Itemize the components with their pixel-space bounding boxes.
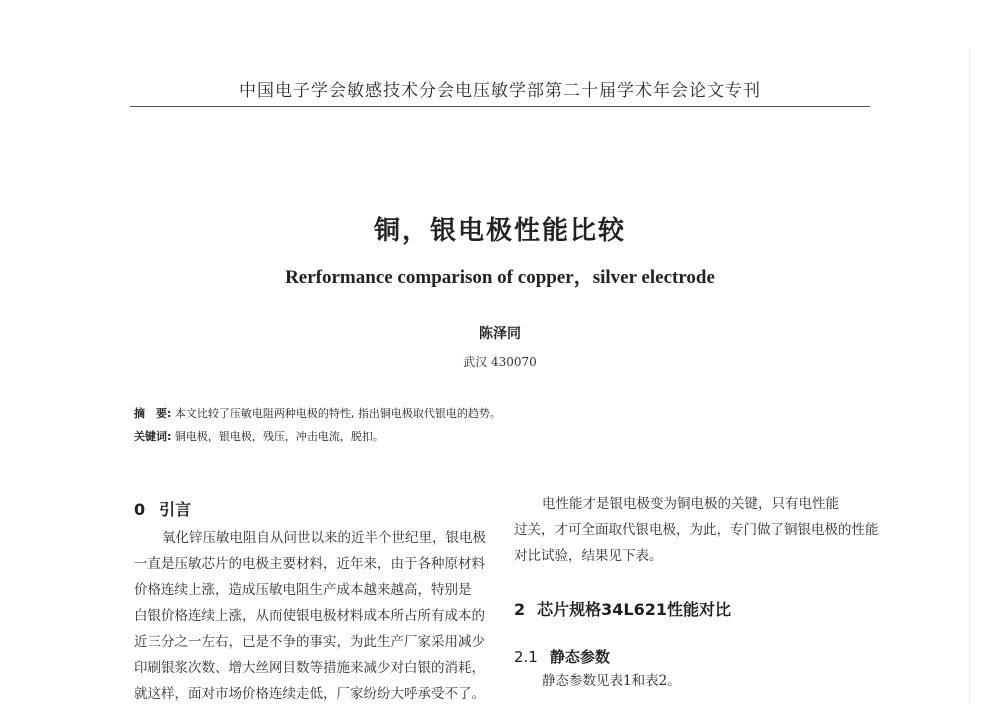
header-rule <box>130 106 870 107</box>
intro-line: 价格连续上涨，造成压敏电阻生产成本越来越高，特别是 <box>134 582 472 598</box>
section-0-title: 引言 <box>159 500 192 519</box>
abstract <box>134 405 501 421</box>
section-2-title: 芯片规格34L621性能对比 <box>537 600 732 619</box>
subsection-text: 静态参数见表1和表2。 <box>542 673 681 689</box>
paper-title-en: Rerformance comparison of copper，silver electrode <box>285 267 715 288</box>
right-line: 过关，才可全面取代银电极，为此，专门做了铜银电极的性能 <box>514 522 879 538</box>
abstract-label: 摘 要: <box>134 407 172 420</box>
subsection-2-1-heading <box>514 646 610 667</box>
author-affiliation: 武汉 430070 <box>463 355 537 369</box>
section-2-heading <box>514 597 731 620</box>
keywords-label: 关键词: <box>134 430 172 443</box>
section-0-number: 0 <box>134 500 146 519</box>
section-0-heading <box>134 497 191 520</box>
right-line: 电性能才是银电极变为铜电极的关键，只有电性能 <box>542 496 839 512</box>
abstract-text: 本文比较了压敏电阻两种电极的特性, 指出铜电极取代银电的趋势。 <box>171 407 501 420</box>
page-edge-line <box>969 48 970 703</box>
intro-line: 氧化锌压敏电阻自从问世以来的近半个世纪里，银电极 <box>162 530 486 546</box>
keywords <box>134 428 384 444</box>
intro-line: 印刷银浆次数、增大丝网目数等措施来减少对白银的消耗， <box>134 660 485 676</box>
intro-line: 就这样，面对市场价格连续走低，厂家纷纷大呼承受不了。 <box>134 686 485 702</box>
keywords-text: 铜电极，银电极，残压，冲击电流，脱扣。 <box>171 430 384 443</box>
right-paragraph <box>514 491 879 569</box>
paper-title-cn: 铜，银电极性能比较 <box>373 216 626 246</box>
right-line: 对比试验，结果见下表。 <box>514 548 663 564</box>
intro-paragraph <box>134 525 496 707</box>
author-name: 陈泽同 <box>479 326 521 342</box>
intro-line: 白银价格连续上涨，从而使银电极材料成本所占所有成本的 <box>134 608 485 624</box>
intro-line: 近三分之一左右，已是不争的事实，为此生产厂家采用减少 <box>134 634 485 650</box>
journal-header: 中国电子学会敏感技术分会电压敏学部第二十届学术年会论文专刊 <box>239 81 761 101</box>
intro-line: 一直是压敏芯片的电极主要材料，近年来，由于各种原材料 <box>134 556 485 572</box>
subsection-number: 2.1 <box>514 648 538 666</box>
subsection-title: 静态参数 <box>549 648 610 666</box>
section-2-number: 2 <box>514 600 526 619</box>
